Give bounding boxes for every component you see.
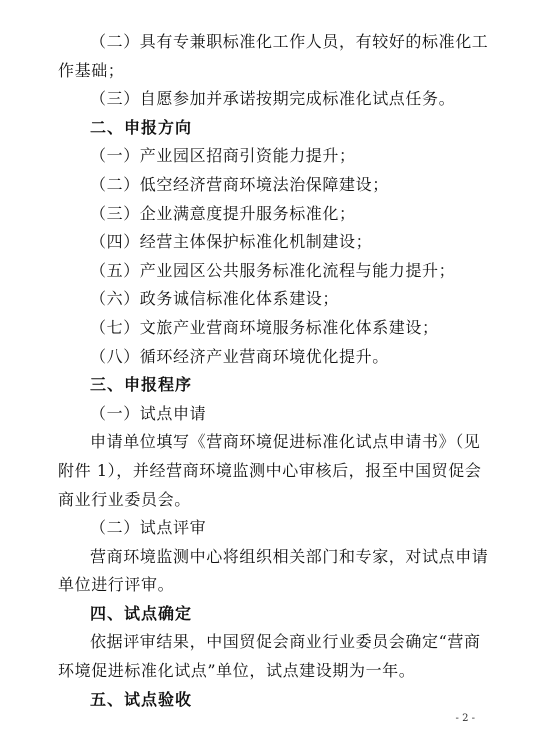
list-item: （六）政务诚信标准化体系建设；: [90, 289, 340, 309]
list-item: （七）文旅产业营商环境服务标准化体系建设；: [90, 317, 439, 337]
list-item: （四）经营主体保护标准化机制建设；: [90, 232, 373, 252]
document-body: [58, 28, 488, 714]
page-number: - 2 -: [455, 713, 475, 724]
text-line: 营商环境监测中心将组织相关部门和专家，对试点申请: [90, 546, 489, 566]
text-line: 申请单位填写《营商环境促进标准化试点申请书》（见: [90, 432, 481, 452]
subsection-title: （一）试点申请: [90, 403, 207, 423]
list-item: （八）循环经济产业营商环境优化提升。: [90, 346, 389, 366]
list-item: （一）产业园区招商引资能力提升；: [90, 146, 356, 166]
subsection-title: （二）试点评审: [90, 518, 207, 538]
text-line: （二）具有专兼职标准化工作人员，有较好的标准化工: [90, 32, 489, 51]
text-line: （三）自愿参加并承诺按期完成标准化试点任务。: [90, 89, 456, 109]
text-line: 作基础；: [58, 60, 125, 80]
text-line: 环境促进标准化试点”单位，试点建设期为一年。: [58, 661, 416, 681]
list-item: （二）低空经济营商环境法治保障建设；: [90, 174, 389, 194]
text-line: 附件 1），并经营商环境监测中心审核后，报至中国贸促会: [58, 460, 482, 480]
section-heading: 五、试点验收: [90, 689, 193, 709]
section-heading: 二、申报方向: [90, 117, 193, 137]
text-line: 依据评审结果，中国贸促会商业行业委员会确定“营商: [90, 632, 481, 652]
section-heading: 四、试点确定: [90, 603, 193, 623]
section-heading: 三、申报程序: [90, 375, 193, 395]
list-item: （五）产业园区公共服务标准化流程与能力提升；: [90, 260, 456, 280]
text-line: 商业行业委员会。: [58, 489, 191, 509]
text-line: 单位进行评审。: [58, 575, 175, 595]
list-item: （三）企业满意度提升服务标准化；: [90, 203, 356, 223]
